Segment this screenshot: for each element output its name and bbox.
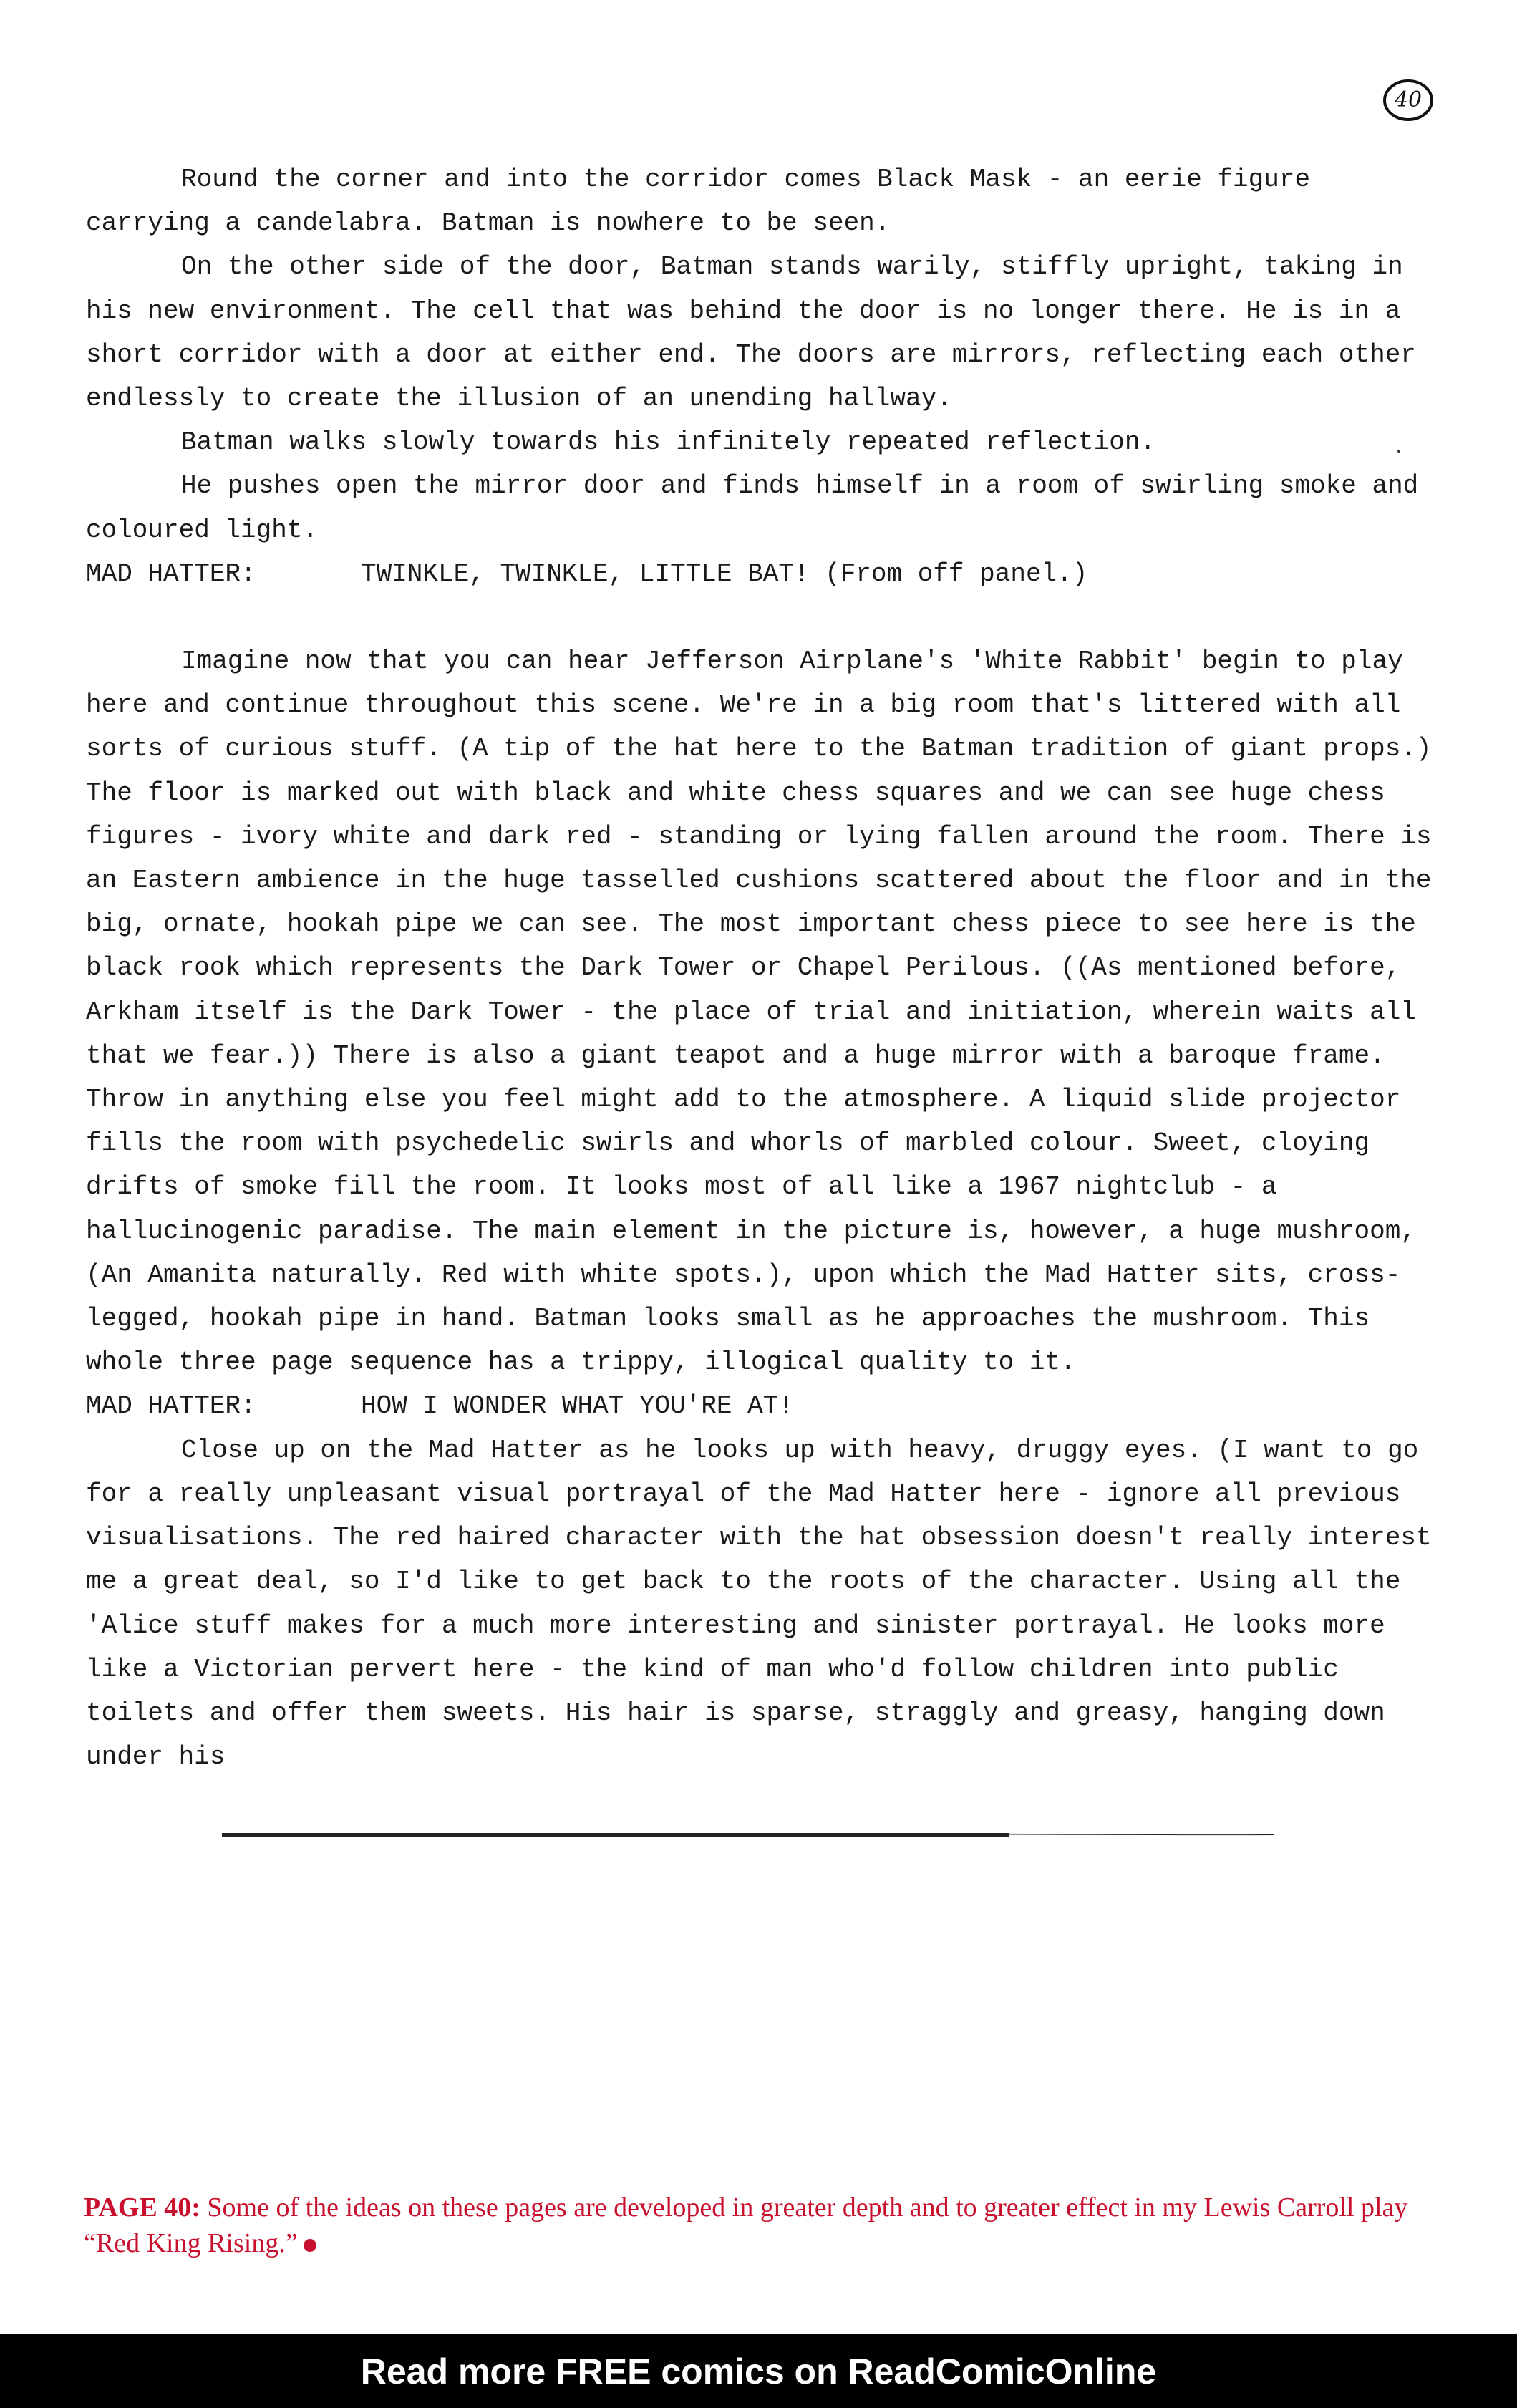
page-rule [222,1829,1274,1839]
footnote-text: Some of the ideas on these pages are developed in greater depth and to greater effect in my Lewis Carroll play “Red King Rising.” [84,2192,1408,2258]
page-number-text: 40 [1394,87,1423,112]
footnote [84,2190,1444,2261]
dialogue-line [86,1384,1446,1428]
end-bullet-icon [304,2239,316,2252]
script-paragraph: He pushes open the mirror door and finds himself in a room of swirling smoke and coloured light. [86,471,1419,545]
promo-banner-text[interactable]: Read more FREE comics on ReadComicOnline [360,2351,1157,2392]
script-paragraph: Imagine now that you can hear Jefferson Airplane's 'White Rabbit' begin to play here and continue throughout this scene. We're in a big room that's littered with all sorts of curious stuff. (A tip of the hat here to the Batman tradition of giant props.) The floor is marked out with black and white chess squares and we can see huge chess figures - ivory white and dark red - standing or lying fallen around the room. There is an Eastern ambience in the huge tasselled cushions scattered about the floor and in the big, ornate, hookah pipe we can see. The most important chess piece to see here is the black rook which represents the Dark Tower or Chapel Perilous. ((As mentioned before, Arkham itself is the Dark Tower - the place of trial and initiation, wherein waits all that we fear.)) There is also a giant teapot and a huge mirror with a baroque frame. Throw in anything else you feel might add to the atmosphere. A liquid slide projector fills the room with psychedelic swirls and whorls of marbled colour. Sweet, cloying drifts of smoke fill the room. It looks most of all like a 1967 nightclub - a hallucinogenic paradise. The main element in the picture is, however, a huge mushroom, (An Amanita naturally. Red with white spots.), upon which the Mad Hatter sits, cross-legged, hookah pipe in hand. Batman looks small as he approaches the mushroom. This whole three page sequence has a trippy, illogical quality to it. [86,647,1432,1378]
script-paragraph: Round the corner and into the corridor comes Black Mask - an eerie figure carrying a candelabra. Batman is nowhere to be seen. [86,165,1311,238]
script-body [86,158,1446,1779]
promo-banner[interactable] [0,2334,1517,2408]
script-paragraph: Close up on the Mad Hatter as he looks up with heavy, druggy eyes. (I want to go for a really unpleasant visual portrayal of the Mad Hatter here - ignore all previous visualisations. The red haired character with the hat obsession doesn't really interest me a great deal, so I'd like to get back to the roots of the character. Using all the 'Alice stuff makes for a much more interesting and sinister portrayal. He looks more like a Victorian pervert here - the kind of man who'd follow children into public toilets and offer them sweets. His hair is sparse, straggly and greasy, hanging down under his [86,1435,1432,1772]
page-number [1382,77,1435,123]
dialogue-text: TWINKLE, TWINKLE, LITTLE BAT! (From off panel.) [361,559,1088,589]
footnote-label: PAGE 40: [84,2192,200,2223]
dialogue-line [86,552,1446,596]
dialogue-speaker: MAD HATTER: [86,1391,256,1421]
dialogue-speaker: MAD HATTER: [86,559,256,589]
script-paragraph: On the other side of the door, Batman stands warily, stiffly upright, taking in his new environment. The cell that was behind the door is no longer there. He is in a short corridor with a door at either end. The doors are mirrors, reflecting each other endlessly to create the illusion of an unending hallway. [86,252,1416,414]
script-paragraph: Batman walks slowly towards his infinitely repeated reflection. [181,427,1156,458]
stray-mark [1397,450,1400,453]
dialogue-text: HOW I WONDER WHAT YOU'RE AT! [361,1391,794,1421]
